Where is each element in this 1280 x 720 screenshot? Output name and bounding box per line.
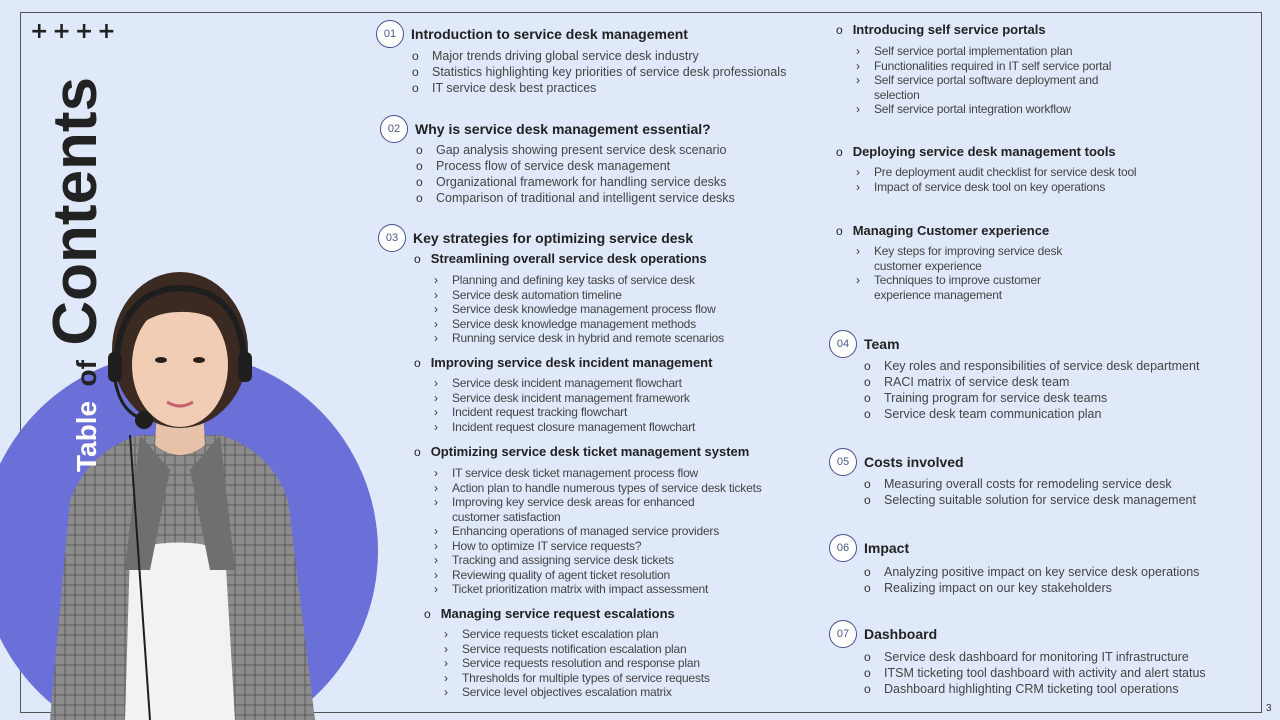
section-title: Introduction to service desk management (411, 26, 688, 42)
section-05-list (864, 476, 1196, 508)
list-item: o Key roles and responsibilities of service desk department (864, 358, 1199, 374)
section-number-badge: 07 (829, 620, 857, 648)
subsection-list (432, 376, 695, 434)
subsection-title: o Optimizing service desk ticket management system (414, 444, 749, 459)
section-05-header (829, 448, 964, 476)
list-item: › Ticket prioritization matrix with impact assessment (432, 582, 762, 597)
subsection-list (854, 244, 1062, 302)
list-item: › Techniques to improve customer (854, 273, 1062, 288)
title-word-table: Table (71, 400, 102, 472)
list-item: o Organizational framework for handling service desks (416, 174, 735, 190)
list-item: o Selecting suitable solution for service desk management (864, 492, 1196, 508)
section-02-header (380, 115, 711, 143)
list-item: › Improving key service desk areas for enhanced (432, 495, 762, 510)
subsection-title: o Streamlining overall service desk operations (414, 251, 707, 266)
section-number-badge: 02 (380, 115, 408, 143)
subsection-title: o Managing service request escalations (424, 606, 675, 621)
list-item: › Key steps for improving service desk (854, 244, 1062, 259)
list-item: › Service requests resolution and response plan (442, 656, 710, 671)
list-item: › Service desk incident management framework (432, 391, 695, 406)
subsection-list (854, 44, 1111, 117)
section-number-badge: 06 (829, 534, 857, 562)
list-item: o Process flow of service desk management (416, 158, 735, 174)
list-item: › Service desk automation timeline (432, 288, 724, 303)
list-item: o Gap analysis showing present service desk scenario (416, 142, 735, 158)
list-item: › Self service portal software deployment and (854, 73, 1111, 88)
list-item: › Service desk knowledge management process flow (432, 302, 724, 317)
section-01-list (412, 48, 786, 96)
section-title: Costs involved (864, 454, 964, 470)
list-item: › Reviewing quality of agent ticket resolution (432, 568, 762, 583)
section-06-header (829, 534, 909, 562)
list-item: › Service level objectives escalation matrix (442, 685, 710, 700)
section-title: Dashboard (864, 626, 938, 642)
section-07-list (864, 649, 1206, 697)
list-item: o Statistics highlighting key priorities of service desk professionals (412, 64, 786, 80)
list-item: o ITSM ticketing tool dashboard with activity and alert status (864, 665, 1206, 681)
list-item: o Major trends driving global service desk industry (412, 48, 786, 64)
list-item: o Measuring overall costs for remodeling service desk (864, 476, 1196, 492)
list-item: › Enhancing operations of managed service providers (432, 524, 762, 539)
list-item: › How to optimize IT service requests? (432, 539, 762, 554)
list-item: o Realizing impact on our key stakeholders (864, 580, 1199, 596)
list-item: › Self service portal implementation plan (854, 44, 1111, 59)
section-title: Key strategies for optimizing service desk (413, 230, 694, 246)
section-number-badge: 05 (829, 448, 857, 476)
section-title: Team (864, 336, 900, 352)
list-item: customer satisfaction (452, 509, 561, 524)
subsection-title: o Introducing self service portals (836, 22, 1046, 37)
section-04-list (864, 358, 1199, 422)
list-item: › Tracking and assigning service desk tickets (432, 553, 762, 568)
vertical-title (40, 77, 111, 472)
list-item: o Dashboard highlighting CRM ticketing tool operations (864, 681, 1206, 697)
list-item: o Comparison of traditional and intelligent service desks (416, 190, 735, 206)
list-item: › Incident request closure management flowchart (432, 420, 695, 435)
list-item: › Planning and defining key tasks of service desk (432, 273, 724, 288)
list-item: › Pre deployment audit checklist for service desk tool (854, 165, 1136, 180)
subsection-list (442, 627, 710, 700)
list-item: customer experience (874, 258, 982, 273)
list-item: › IT service desk ticket management process flow (432, 466, 762, 481)
list-item: › Self service portal integration workflow (854, 102, 1111, 117)
list-item: experience management (874, 287, 1002, 302)
list-item: selection (874, 87, 920, 102)
list-item: › Thresholds for multiple types of service requests (442, 671, 710, 686)
subsection-title: o Deploying service desk management tools (836, 144, 1116, 159)
title-word-contents: Contents (41, 76, 110, 346)
list-item: › Running service desk in hybrid and remote scenarios (432, 331, 724, 346)
section-06-list (864, 564, 1199, 596)
section-number-badge: 04 (829, 330, 857, 358)
subsection-list (432, 273, 724, 346)
plus-decoration: ++++ (30, 19, 120, 44)
list-item: › Service desk incident management flowchart (432, 376, 695, 391)
section-number-badge: 01 (376, 20, 404, 48)
subsection-title: o Improving service desk incident management (414, 355, 712, 370)
list-item: › Incident request tracking flowchart (432, 405, 695, 420)
subsection-list (854, 165, 1136, 194)
subsection-list (432, 466, 762, 597)
list-item: o IT service desk best practices (412, 80, 786, 96)
section-07-header (829, 620, 937, 648)
section-title: Why is service desk management essential? (415, 121, 711, 137)
subsection-title: o Managing Customer experience (836, 223, 1049, 238)
section-number-badge: 03 (378, 224, 406, 252)
section-title: Impact (864, 540, 910, 556)
section-02-list (416, 142, 735, 206)
list-item: o RACI matrix of service desk team (864, 374, 1199, 390)
list-item: › Service desk knowledge management methods (432, 317, 724, 332)
list-item: › Service requests notification escalation plan (442, 642, 710, 657)
section-03-header (378, 224, 693, 252)
list-item: › Service requests ticket escalation plan (442, 627, 710, 642)
section-01-header (376, 20, 688, 48)
list-item: o Service desk dashboard for monitoring IT infrastructure (864, 649, 1206, 665)
list-item: › Impact of service desk tool on key operations (854, 180, 1136, 195)
list-item: o Training program for service desk teams (864, 390, 1199, 406)
page-number: 3 (1266, 703, 1272, 714)
list-item: › Action plan to handle numerous types of service desk tickets (432, 481, 762, 496)
list-item: o Service desk team communication plan (864, 406, 1199, 422)
list-item: o Analyzing positive impact on key service desk operations (864, 564, 1199, 580)
title-word-of: of (71, 360, 102, 387)
section-04-header (829, 330, 900, 358)
list-item: › Functionalities required in IT self service portal (854, 59, 1111, 74)
